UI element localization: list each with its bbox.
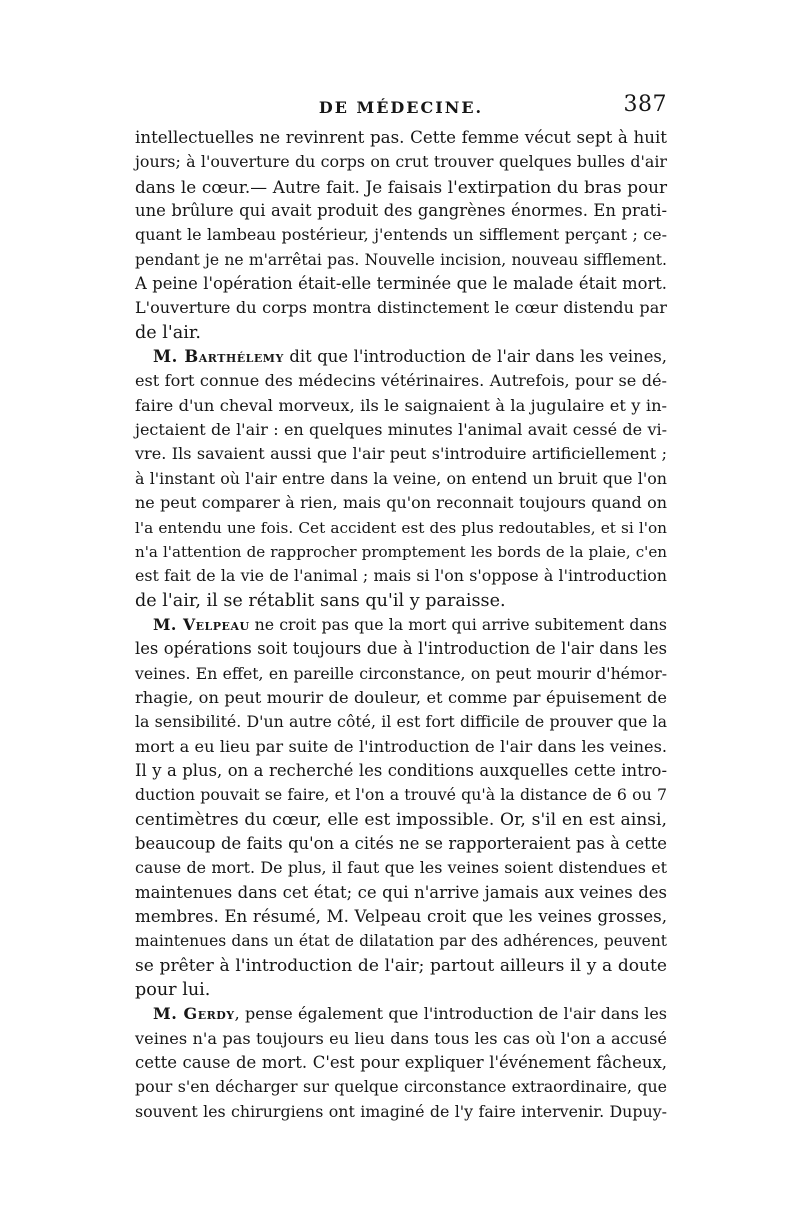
text-line: dans le cœur.— Autre fait. Je faisais l'extirpation du bras pour (135, 176, 667, 197)
text-line: une brûlure qui avait produit des gangrènes énormes. En prati- (135, 201, 667, 221)
text-line: les opérations soit toujours due à l'introduction de l'air dans les (135, 639, 667, 659)
text-line: souvent les chirurgiens ont imaginé de l'y faire intervenir. Dupuy- (135, 1101, 667, 1121)
text-line: la sensibilité. D'un autre côté, il est fort difficile de prouver que la (135, 712, 667, 732)
text-line: jours; à l'ouverture du corps on crut trouver quelques bulles d'air (135, 152, 667, 172)
text-line: cette cause de mort. C'est pour expliquer l'événement fâcheux, (135, 1053, 667, 1073)
text-line: est fort connue des médecins vétérinaires. Autrefois, pour se dé- (135, 371, 667, 391)
text-line (135, 345, 667, 369)
speaker-name: M. Barthélemy (153, 347, 284, 367)
text-line: membres. En résumé, M. Velpeau croit que les veines grosses, (135, 907, 667, 926)
page-number: 387 (623, 92, 667, 117)
body-text (135, 126, 667, 1124)
text-line: veines. En effet, en pareille circonstance, on peut mourir d'hémor- (135, 663, 667, 683)
running-head (135, 92, 667, 126)
text-line: pendant je ne m'arrêtai pas. Nouvelle incision, nouveau sifflement. (135, 250, 667, 269)
text-line: pour lui. (135, 980, 211, 1001)
text-line: Il y a plus, on a recherché les conditions auxquelles cette intro- (135, 760, 667, 780)
text-line: se prêter à l'introduction de l'air; partout ailleurs il y a doute (135, 955, 667, 976)
speaker-name: M. Velpeau (153, 614, 250, 634)
text-line: A peine l'opération était-elle terminée que le malade était mort. (135, 274, 667, 294)
text-line: ne peut comparer à rien, mais qu'on reconnait toujours quand on (135, 493, 667, 513)
text-line: centimètres du cœur, elle est impossible. Or, s'il en est ainsi, (135, 809, 667, 830)
line-text: , pense également que l'introduction de l'air dans les (234, 1004, 667, 1024)
text-line: rhagie, on peut mourir de douleur, et comme par épuisement de (135, 687, 667, 707)
text-line: duction pouvait se faire, et l'on a trouvé qu'à la distance de 6 ou 7 (135, 785, 667, 805)
text-line: de l'air. (135, 322, 201, 343)
text-line (135, 613, 667, 637)
text-line: quant le lambeau postérieur, j'entends un sifflement perçant ; ce- (135, 225, 667, 245)
text-line: de l'air, il se rétablit sans qu'il y paraisse. (135, 590, 506, 611)
speaker-name: M. Gerdy (153, 1004, 235, 1024)
text-line: est fait de la vie de l'animal ; mais si l'on s'oppose à l'introduction (135, 566, 667, 586)
text-line: L'ouverture du corps montra distinctement le cœur distendu par (135, 298, 667, 318)
text-line: n'a l'attention de rapprocher promptement les bords de la plaie, c'en (135, 542, 667, 561)
line-text: dit que l'introduction de l'air dans les veines, (283, 347, 667, 367)
text-line: maintenues dans un état de dilatation par des adhérences, peuvent (135, 932, 667, 951)
text-line: pour s'en décharger sur quelque circonstance extraordinaire, que (135, 1077, 667, 1097)
text-line: veines n'a pas toujours eu lieu dans tous les cas où l'on a accusé (135, 1028, 667, 1048)
text-line: mort a eu lieu par suite de l'introduction de l'air dans les veines. (135, 736, 667, 756)
text-line: faire d'un cheval morveux, ils le saignaient à la jugulaire et y in- (135, 395, 667, 415)
running-title: DE MÉDECINE. (318, 98, 484, 117)
text-line: jectaient de l'air : en quelques minutes l'animal avait cessé de vi- (135, 420, 667, 440)
text-line: beaucoup de faits qu'on a cités ne se rapporteraient pas à cette (135, 833, 667, 853)
text-line: maintenues dans cet état; ce qui n'arrive jamais aux veines des (135, 882, 667, 902)
text-line: intellectuelles ne revinrent pas. Cette femme vécut sept à huit (135, 128, 667, 147)
line-text: ne croit pas que la mort qui arrive subitement dans (249, 614, 667, 634)
text-line: l'a entendu une fois. Cet accident est des plus redoutables, et si l'on (135, 518, 667, 537)
text-line: vre. Ils savaient aussi que l'air peut s'introduire artificiellement ; (135, 444, 667, 464)
text-line (135, 1002, 667, 1026)
text-line: cause de mort. De plus, il faut que les veines soient distendues et (135, 858, 667, 878)
text-line: à l'instant où l'air entre dans la veine, on entend un bruit que l'on (135, 468, 667, 488)
